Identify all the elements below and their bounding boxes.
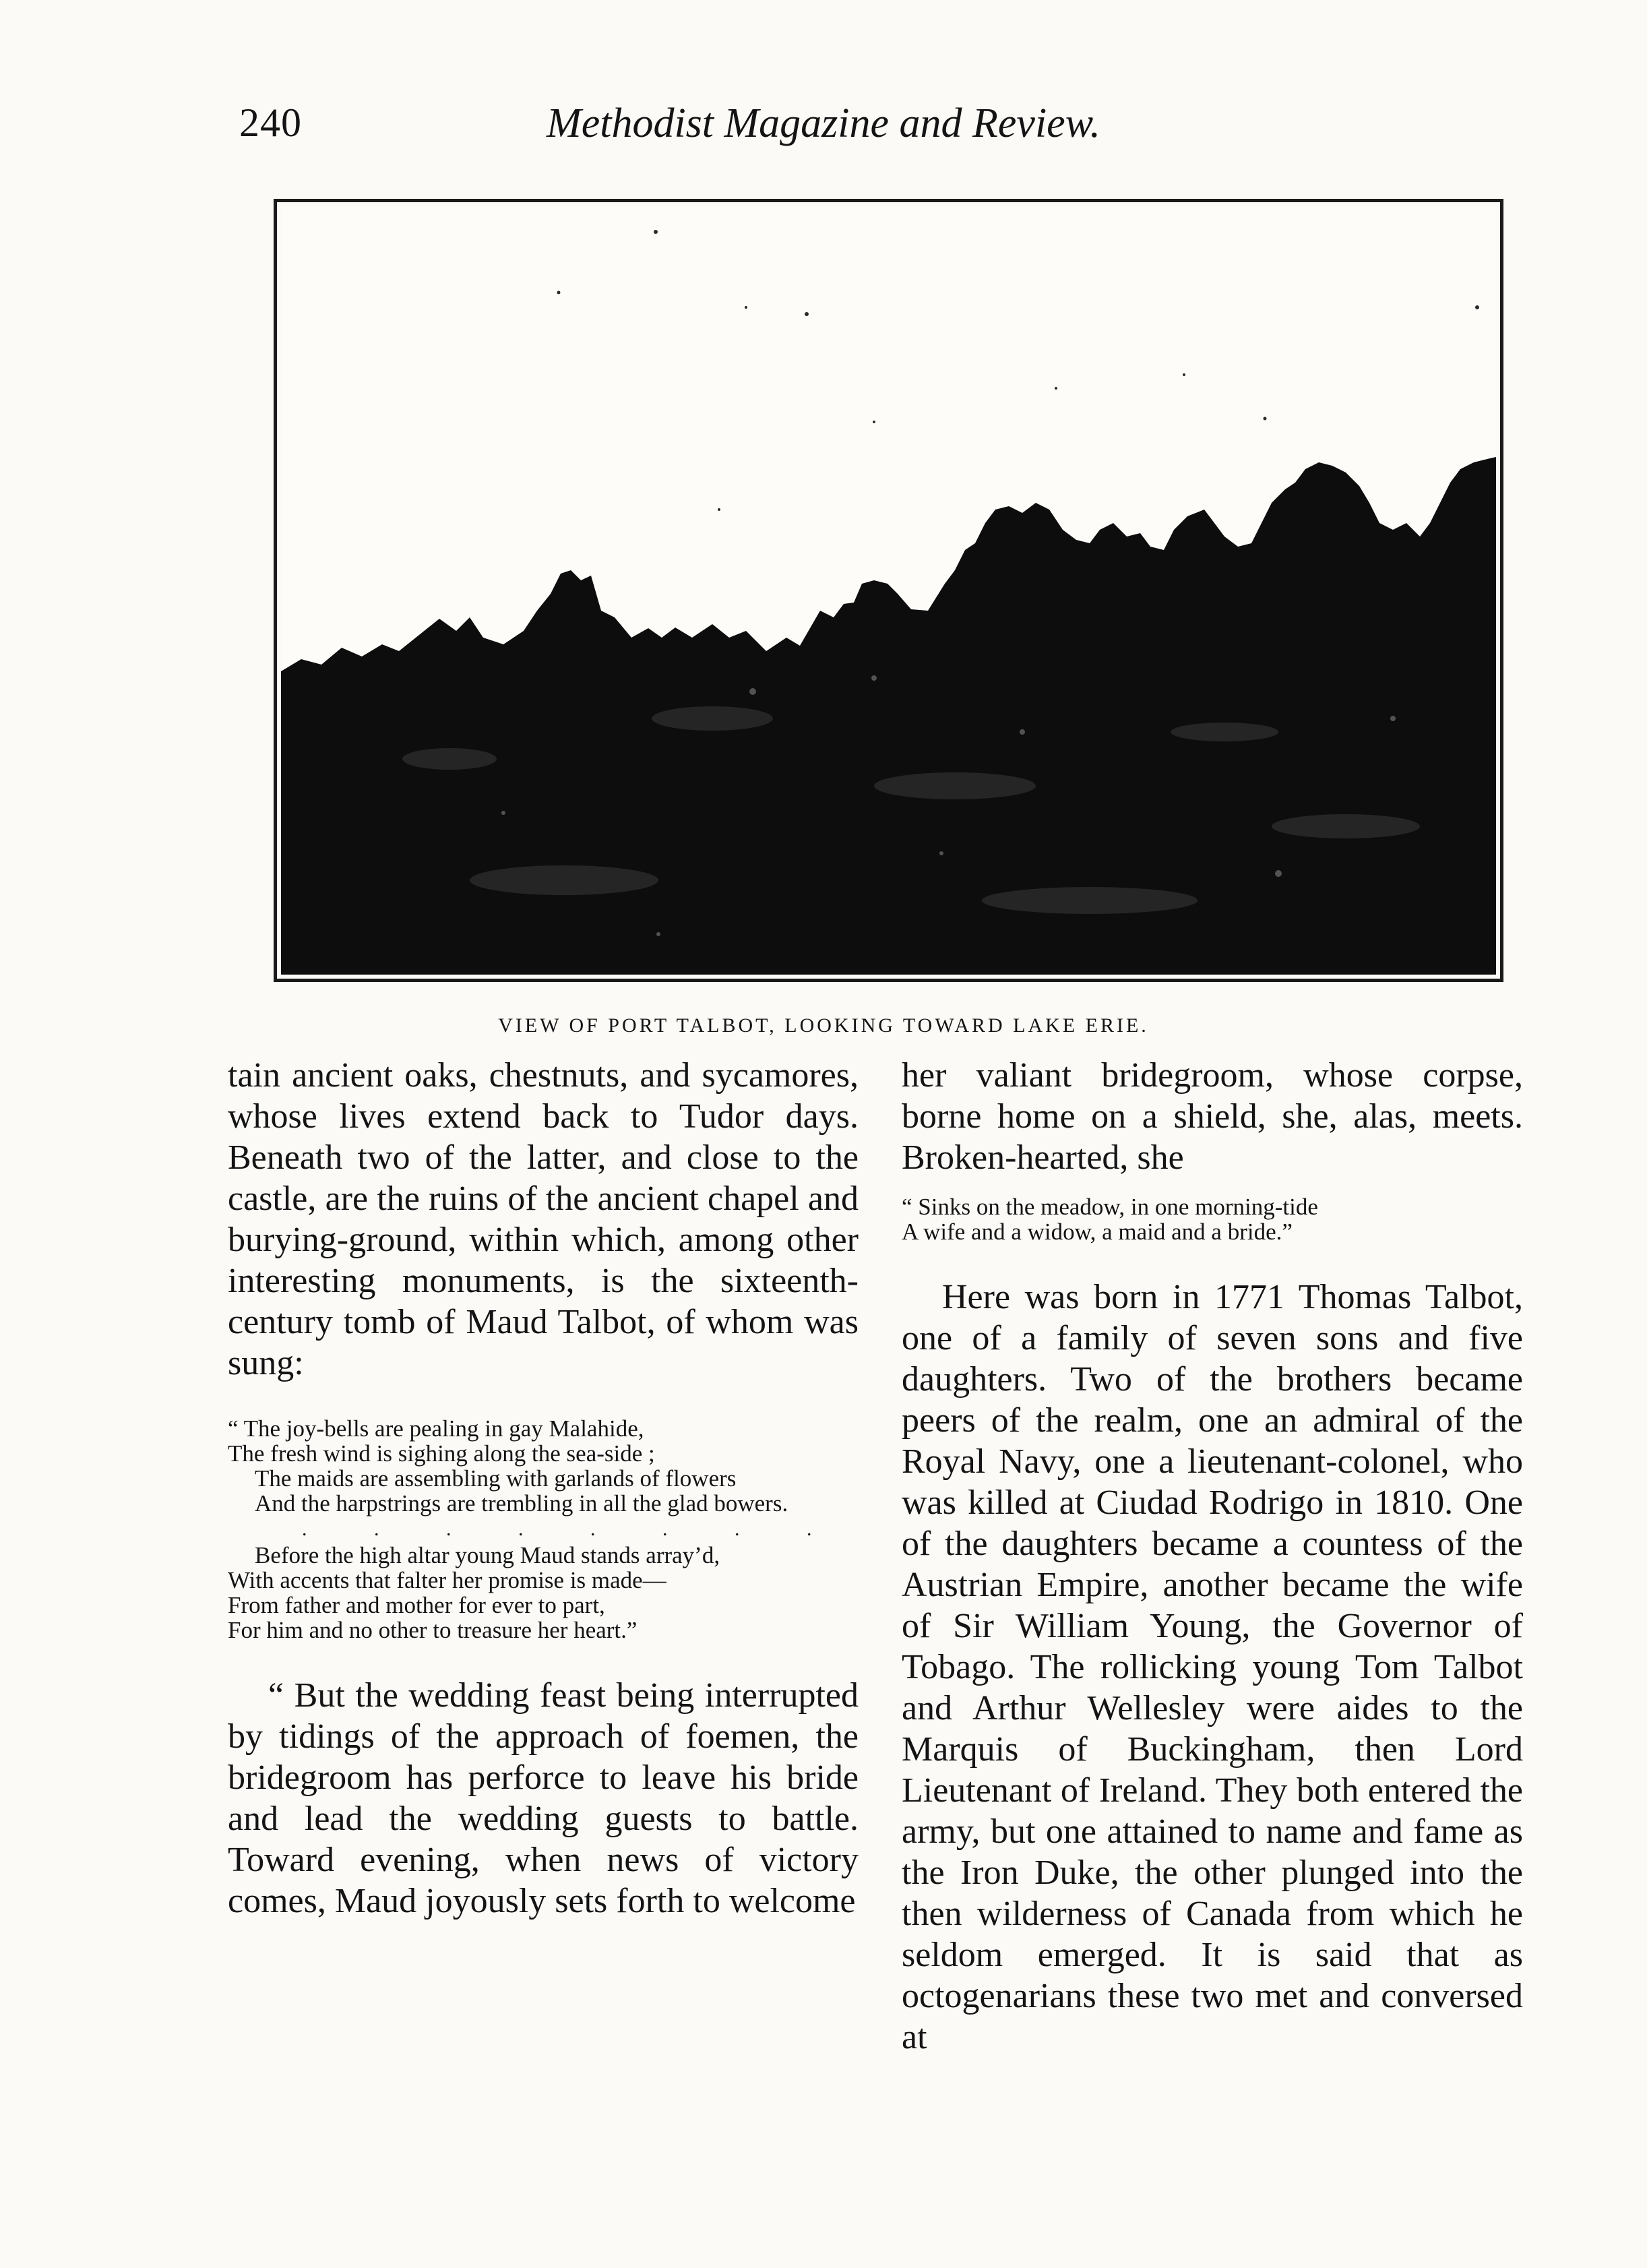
photo-plate: [274, 199, 1503, 982]
verse-line: From father and mother for ever to part,: [228, 1592, 605, 1618]
left-paragraph-2: “ But the wedding feast being interrupted by tidings of the approach of foemen, the bridegroom has perforce to leave his bride and lead the wedding guests to battle. Toward evening, when news of victory comes, Maud joyously sets forth to welcome: [228, 1676, 859, 1920]
plate-caption: VIEW OF PORT TALBOT, LOOKING TOWARD LAKE ERIE.: [498, 1014, 1149, 1037]
verse-line: The maids are assembling with garlands of flowers: [255, 1465, 737, 1492]
page-number: 240: [239, 100, 302, 145]
verse-line: “ The joy-bells are pealing in gay Malahide,: [228, 1415, 644, 1442]
closing-verse: [902, 1194, 1523, 1244]
page-header: [0, 0, 1647, 175]
verse-line: “ Sinks on the meadow, in one morning-tide: [902, 1194, 1318, 1220]
right-paragraph-1: her valiant bridegroom, whose corpse, borne home on a shield, she, alas, meets. Broken-hearted, she: [902, 1056, 1523, 1177]
ballad-verse: [228, 1416, 859, 1643]
verse-line: The fresh wind is sighing along the sea-side ;: [228, 1440, 655, 1467]
verse-line: A wife and a widow, a maid and a bride.”: [902, 1219, 1293, 1245]
verse-line: And the harpstrings are trembling in all the glad bowers.: [255, 1490, 788, 1516]
right-paragraph-2: Here was born in 1771 Thomas Talbot, one of a family of seven sons and five daughters. Two of the brothers became peers of the realm, one an admiral of the Royal Navy, one a lieutenant-colonel, who was killed at Ciudad Rodrigo in 1810. One of the daughters became a countess of the Austrian Empire, another became the wife of Sir William Young, the Governor of Tobago. The rollicking young Tom Talbot and Arthur Wellesley were aides to the Marquis of Buckingham, then Lord Lieutenant of Ireland. They both entered the army, but one attained to name and fame as the Iron Duke, the other plunged into the then wilderness of Canada from which he seldom emerged. It is said that as octogenarians these two met and conversed at: [902, 1278, 1523, 2056]
verse-ellipsis: . . . . . . . .: [302, 1518, 843, 1540]
verse-line: Before the high altar young Maud stands array’d,: [255, 1542, 720, 1568]
landscape-photo: [281, 206, 1496, 975]
verse-line: With accents that falter her promise is made—: [228, 1567, 666, 1593]
left-paragraph-1: tain ancient oaks, chestnuts, and sycamores, whose lives extend back to Tudor days. Beneath two of the latter, and close to the castle, are the ruins of the ancient chapel and burying-ground, within which, among other interesting monuments, is the sixteenth-century tomb of Maud Talbot, of whom was sung:: [228, 1056, 859, 1382]
running-title: Methodist Magazine and Review.: [547, 100, 1100, 146]
verse-line: For him and no other to treasure her heart.”: [228, 1617, 638, 1643]
right-column: [902, 1055, 1523, 2058]
left-column: [228, 1055, 859, 1922]
